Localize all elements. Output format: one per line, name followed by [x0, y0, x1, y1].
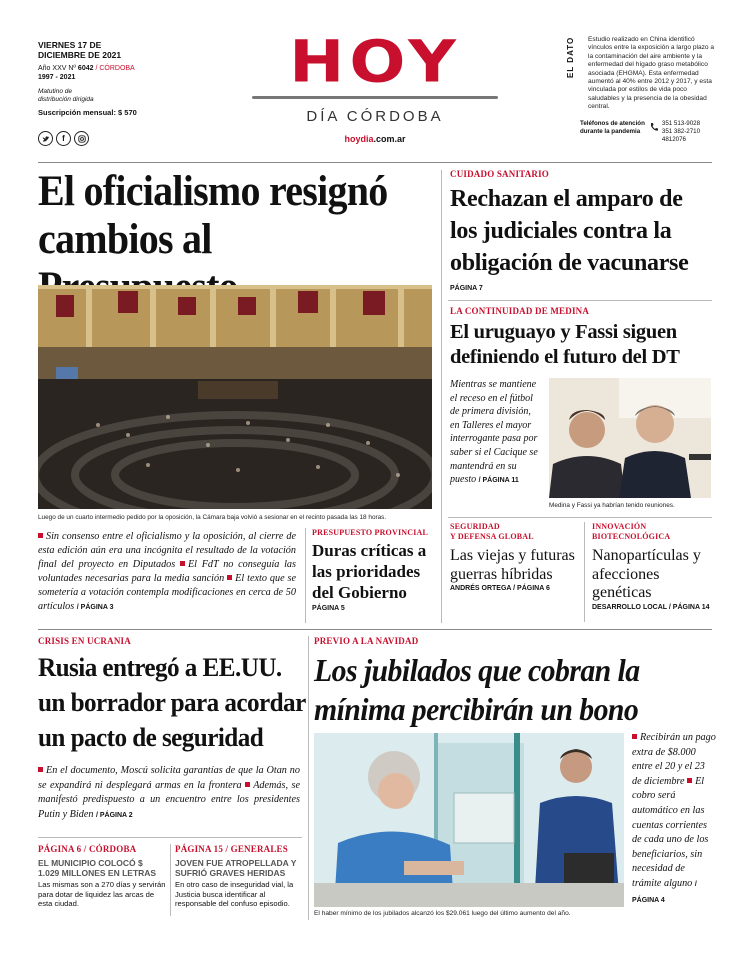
ukraine-story[interactable]: [38, 636, 306, 755]
date: VIERNES 17 DE DICIEMBRE DE 2021: [38, 40, 122, 60]
masthead-left: [38, 40, 188, 146]
brief-left-text: Las mismas son a 270 días y servirán para dotar de liquidez las arcas de esta ciudad.: [38, 880, 166, 909]
talleres-photo: [549, 378, 711, 498]
page-ref[interactable]: / PÁGINA 3: [76, 604, 114, 611]
biotech-byline: DESARROLLO LOCAL / PÁGINA 14: [592, 603, 710, 611]
main-headline[interactable]: El oficialismo resignó cambios al: [38, 168, 388, 263]
column-divider: [584, 522, 585, 622]
tagline: Matutino de distribución dirigida: [38, 88, 94, 103]
retirees-story[interactable]: [314, 636, 714, 729]
bullet-icon: [687, 778, 692, 783]
brief-left[interactable]: [38, 844, 166, 909]
section-divider: [448, 300, 712, 301]
column-divider: [170, 844, 171, 916]
vaccine-kicker: CUIDADO SANITARIO: [450, 169, 549, 179]
brief-right[interactable]: [175, 844, 303, 909]
talleres-photo-caption: Medina y Fassi ya habrían tenido reuniones.: [549, 502, 675, 509]
column-divider: [308, 636, 309, 920]
facebook-icon[interactable]: f: [56, 131, 71, 146]
biotech-headline: Nanopartículas y afecciones genéticas: [592, 547, 701, 601]
website[interactable]: hoydia.com.ar: [344, 134, 406, 144]
talleres-page-ref[interactable]: / PÁGINA 11: [478, 477, 519, 485]
brief-left-headline: EL MUNICIPIO COLOCÓ $ 1.029 MILLONES EN LETRAS: [38, 858, 157, 878]
retirees-summary: Recibirán un pago extra de $8.000 entre el 20 y el 23 de diciembre El cobro será automático en las cuentas corrientes de cada uno de los beneficiarios, sin necesidad de trámite alguno / PÁGINA 4: [632, 732, 716, 904]
el-dato-box: [568, 36, 718, 144]
main-photo-caption: Luego de un cuarto intermedio pedido por la oposición, la Cámara baja volvió a sesionar en el recinto pasada las 18 horas.: [38, 514, 387, 521]
section-divider: [38, 629, 712, 630]
brief-right-headline: JOVEN FUE ATROPELLADA Y SUFRIÓ GRAVES HERIDAS: [175, 858, 297, 878]
vaccine-page-ref: PÁGINA 7: [450, 285, 483, 292]
edition: Año XXV Nº 6042 / CÓRDOBA: [38, 65, 135, 72]
phones: Teléfonos de atención durante la pandemia 351 513-9028 351 382-2710 4812076: [580, 119, 701, 143]
talleres-summary: Mientras se mantiene el receso en el fútbol de primera división, en Talleres el mayor interrogante pasa por saber si el Cacique se mantendrá en su puesto / PÁGINA 11: [450, 379, 538, 486]
talleres-kicker: LA CONTINUIDAD DE MEDINA: [450, 306, 590, 316]
retirees-photo: [314, 733, 624, 907]
vaccine-story[interactable]: [450, 169, 715, 292]
retirees-page-ref[interactable]: / PÁGINA 4: [632, 880, 697, 904]
social-icons: [38, 131, 188, 146]
logo-swoosh: [252, 96, 498, 99]
bullet-icon: [38, 767, 43, 772]
security-headline: Las viejas y futuras guerras híbridas: [450, 547, 575, 583]
logo-text: HOY: [289, 27, 461, 96]
brief-right-label: PÁGINA 15 / GENERALES: [175, 844, 288, 854]
brief-right-text: En otro caso de inseguridad vial, la Justicia busca identificar al responsable del confuso episodio.: [175, 880, 294, 909]
bullet-icon: [38, 533, 43, 538]
bullet-icon: [632, 734, 637, 739]
section-divider: [448, 517, 712, 518]
masthead-divider: [38, 162, 712, 163]
ukraine-headline: Rusia entregó a EE.UU. un borrador para acordar un pacto de seguridad: [38, 652, 306, 752]
talleres-headline: El uruguayo y Fassi siguen definiendo el futuro del DT: [450, 321, 680, 368]
bullet-icon: [180, 561, 185, 566]
column-divider: [441, 170, 442, 623]
instagram-icon[interactable]: [74, 131, 89, 146]
bullet-icon: [227, 575, 232, 580]
vaccine-headline: Rechazan el amparo de los judiciales contra la obligación de vacunarse: [450, 186, 689, 276]
logo: [232, 27, 518, 144]
column-divider: [305, 528, 306, 623]
provincial-page-ref: PÁGINA 5: [312, 605, 345, 612]
talleres-story[interactable]: [450, 306, 715, 370]
provincial-headline: Duras críticas a las prioridades del Gobierno: [312, 541, 427, 602]
el-dato-label: EL DATO: [566, 36, 575, 78]
brief-left-label: PÁGINA 6 / CÓRDOBA: [38, 844, 137, 854]
years: 1997 - 2021: [38, 74, 76, 81]
provincial-kicker: PRESUPUESTO PROVINCIAL: [312, 528, 429, 537]
logo-subtitle: DÍA CÓRDOBA: [306, 108, 444, 125]
biotech-kicker: INNOVACIÓN BIOTECNOLÓGICA: [592, 522, 671, 541]
congress-photo: [38, 285, 432, 509]
ukraine-kicker: CRISIS EN UCRANIA: [38, 636, 131, 646]
retirees-headline: Los jubilados que cobran la mínima percibirán un bono: [314, 652, 640, 727]
security-byline: ANDRÉS ORTEGA / PÁGINA 6: [450, 585, 550, 592]
ukraine-summary: En el documento, Moscú solicita garantías de que la Otan no se expandirá ni desplegará armas en la frontera Además, se manifestó predispuesto a un encuentro entre los presidentes Putin y Biden / PÁGINA 2: [38, 765, 300, 820]
retirees-photo-caption: El haber mínimo de los jubilados alcanzó los $29.061 luego del último aumento del año.: [314, 910, 571, 917]
twitter-icon[interactable]: [38, 131, 53, 146]
ukraine-page-ref[interactable]: / PÁGINA 2: [96, 811, 133, 819]
security-story[interactable]: [450, 522, 580, 592]
phone-icon: [650, 122, 658, 144]
retirees-kicker: PREVIO A LA NAVIDAD: [314, 636, 419, 646]
bullet-icon: [245, 782, 250, 787]
subscription: Suscripción mensual: $ 570: [38, 108, 137, 117]
provincial-story[interactable]: [312, 528, 434, 612]
security-kicker: SEGURIDAD Y DEFENSA GLOBAL: [450, 522, 534, 541]
main-summary: Sin consenso entre el oficialismo y la oposición, al cierre de esta edición aún era una incógnita el resultado de la votación final del proyecto en Diputados El FdT no conseguía las voluntades necesarias para la media sanción El texto que se sometería a votación contempla modificaciones en cerca de 50 artículos / PÁGINA 3: [38, 531, 297, 612]
section-divider: [38, 837, 302, 838]
biotech-story[interactable]: [592, 522, 717, 611]
el-dato-text: Estudio realizado en China identificó vínculos entre la exposición a largo plazo a la contaminación del aire ambiente y la enfermedad del hígado graso metabólico asociada (EHGMA). Esta enfermedad aumentó al 40% entre 2012 y 2017, y esta vinculada por estilos de vida poco saludables y la presencia de la obesidad central.: [588, 36, 715, 111]
